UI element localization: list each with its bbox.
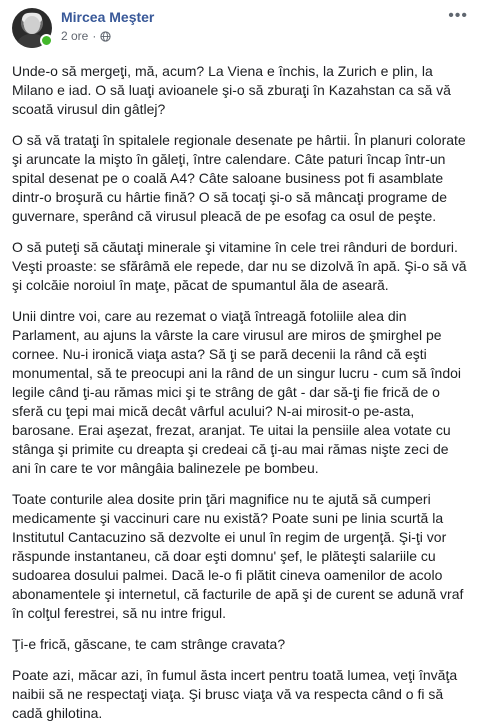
post-timestamp[interactable]: 2 ore <box>61 29 89 43</box>
post-paragraph: O să puteţi să căutaţi minerale şi vitamine în cele trei rânduri de borduri. Veşti proaste: se sfărâmă ele repede, dar nu se dizolvă în apă. Şi-o să vă şi colcăie noroiul în maţe, păcat de spumantul ăla de aseară. <box>12 239 467 293</box>
post-meta <box>61 8 154 44</box>
post-subline <box>61 28 154 44</box>
post-header <box>12 8 470 52</box>
post-paragraph: Poate azi, măcar azi, în fumul ăsta incert pentru toată lumea, veţi învăţa naibii să ne respectaţi viaţa. Şi brusc viaţa vă va respecta când o fi să cadă ghilotina. <box>12 667 458 721</box>
more-options-icon[interactable]: ••• <box>448 7 468 24</box>
online-status-indicator <box>40 34 53 47</box>
post-paragraph: O să vă trataţi în spitalele regionale desenate pe hârtii. În planuri colorate şi aruncate la mişto în găleţi, între calendare. Câte paturi încap într-un spital desenat pe o coală A4? Câte saloane business pot fi asamblate dintr-o broşură cu hârtie fină? O să tocaţi şi-o să mâncaţi programe de guvernare, sperând că virusul pleacă de pe esofag ca osul de peşte. <box>12 132 466 224</box>
post-paragraph: Unde-o să mergeţi, mă, acum? La Viena e închis, la Zurich e plin, la Milano e iad. O să luaţi avioanele şi-o să zburaţi în Kazahstan ca să vă scoată virusul din gâtlej? <box>12 63 451 117</box>
avatar-face <box>24 16 40 34</box>
separator-dot: · <box>92 29 97 43</box>
post-paragraph: Toate conturile alea dosite prin ţări magnifice nu te ajută să cumperi medicamente şi vaccinuri care nu există? Poate suni pe linia scurtă la Institutul Cantacuzino să dezvolte ei unul în regim de urgenţă. Şi-ţi vor răspunde instantaneu, că doar eşti domnu' şef, le plăteşti salariile cu sudoarea dosului palmei. Dacă le-o fi plătit cineva oamenilor de acolo abonamentele şi internetul, că facturile de apă şi de curent se adună vraf în colţul ferestrei, să nu intre frigul. <box>12 491 464 621</box>
avatar[interactable] <box>12 8 52 48</box>
post-paragraph: Ţi-e frică, găscane, te cam strânge cravata? <box>12 636 286 652</box>
post-body <box>12 62 470 723</box>
author-name-link[interactable]: Mircea Meşter <box>61 9 155 25</box>
post-paragraph: Unii dintre voi, care au rezemat o viaţă întreagă fotoliile alea din Parlament, au ajuns la vârste la care virusul are miros de şmirghel pe cornee. Nu-i ironică viaţa asta? Să ţi se pară decenii la rând că eşti monumental, să te preocupi ani la rând de un singur lucru - cum să îndoi legile când ţi-au rămas mici şi te strâng de gât - dar să-ţi fie frică de o sferă cu ţepi mai mică decât vârful acului? N-ai mirosit-o pe-asta, barosane. Erai aşezat, frezat, aranjat. Te uitai la pensiile alea votate cu stânga şi primite cu dreapta şi credeai că ţi-au mai rămas nişte zeci de ani în care te vor mângâia balinezele pe bombeu. <box>12 308 462 476</box>
globe-icon[interactable] <box>100 31 111 42</box>
